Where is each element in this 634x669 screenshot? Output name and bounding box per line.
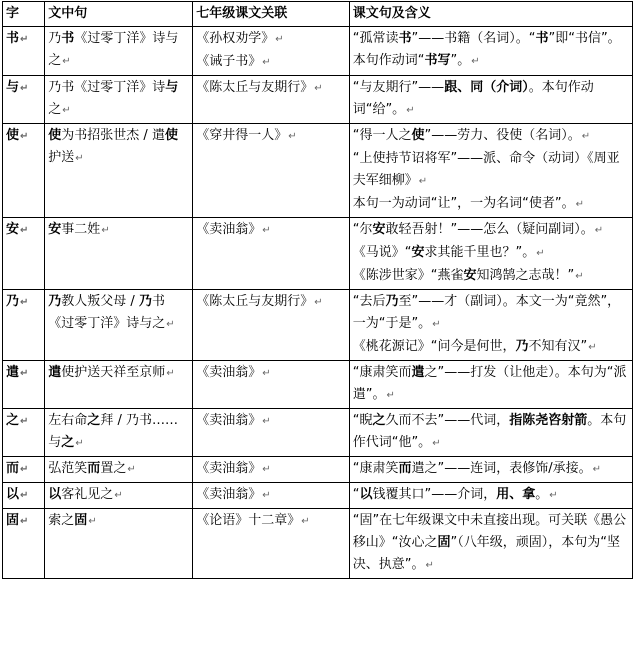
cell-sentence xyxy=(45,124,193,218)
text-segment: 《桃花源记》“问今是何世， xyxy=(352,339,516,354)
text-segment: 索之 xyxy=(48,513,75,528)
text-segment: 久而不去”——代词， xyxy=(385,413,510,428)
meaning-paragraph xyxy=(353,28,629,73)
word-char: 安 xyxy=(6,222,20,237)
text-segment: “得一人之 xyxy=(352,128,412,143)
cell-related xyxy=(193,457,349,483)
cell-related xyxy=(193,27,349,76)
paragraph-mark-icon: ↵ xyxy=(549,490,558,501)
word-char: 与 xyxy=(6,80,20,95)
related-title: 《卖油翁》↵ xyxy=(196,413,271,428)
meaning-paragraph xyxy=(353,219,629,242)
text-segment: 左右命 xyxy=(48,413,88,428)
cell-related xyxy=(193,361,349,409)
meaning-paragraph xyxy=(353,242,629,265)
text-segment: “去后 xyxy=(352,294,386,309)
vocab-table xyxy=(2,1,633,579)
word-char: 使 xyxy=(6,128,20,143)
emphasis-text: 跟、同（介词） xyxy=(444,80,529,95)
cell-word xyxy=(3,409,45,457)
paragraph-mark-icon: ↵ xyxy=(432,438,441,449)
related-title: 《论语》十二章》↵ xyxy=(196,513,310,528)
meaning-paragraph xyxy=(353,291,629,336)
header-meaning: 课文句及含义 xyxy=(349,2,632,27)
related-title: 《陈太丘与友期行》↵ xyxy=(196,294,323,309)
text-segment: ”——书籍（名词）。“ xyxy=(411,31,536,46)
text-segment: “固”在七年级课文中未直接出现。可关联《愚公移山》“汝心之 xyxy=(352,513,627,550)
text-segment: “上使持节诏将军”——派、命令（动词）《周亚夫军细柳》 xyxy=(352,151,620,188)
cell-sentence xyxy=(45,76,193,124)
text-segment: 使护送天祥至京师 xyxy=(61,365,166,380)
word-char: 而 xyxy=(6,461,20,476)
cell-related xyxy=(193,483,349,509)
emphasis-text: 安 xyxy=(48,222,62,237)
paragraph-mark-icon: ↵ xyxy=(20,490,29,501)
text-segment: “孤常读 xyxy=(352,31,399,46)
paragraph-mark-icon: ↵ xyxy=(262,464,271,475)
paragraph-mark-icon: ↵ xyxy=(20,83,29,94)
emphasis-text: 固 xyxy=(437,535,451,550)
table-row xyxy=(3,361,633,409)
text-segment: 置之 xyxy=(100,461,127,476)
word-char: 乃 xyxy=(6,294,20,309)
paragraph-mark-icon: ↵ xyxy=(75,153,84,164)
table-row xyxy=(3,290,633,361)
cell-word xyxy=(3,218,45,290)
emphasis-text: 固 xyxy=(74,513,88,528)
paragraph-mark-icon: ↵ xyxy=(594,225,604,236)
meaning-paragraph xyxy=(353,77,629,122)
cell-word xyxy=(3,27,45,76)
related-title: 《卖油翁》↵ xyxy=(196,365,271,380)
cell-meaning xyxy=(349,290,632,361)
text-segment: 知鸿鹄之志哉！” xyxy=(476,268,575,283)
text-segment: 《陈涉世家》“燕雀 xyxy=(352,268,464,283)
paragraph-mark-icon: ↵ xyxy=(262,490,271,501)
paragraph-mark-icon: ↵ xyxy=(20,34,29,45)
paragraph-mark-icon: ↵ xyxy=(314,297,323,308)
paragraph-mark-icon: ↵ xyxy=(262,368,271,379)
meaning-paragraph xyxy=(353,148,629,193)
meaning-paragraph xyxy=(353,458,629,481)
text-segment: 乃 xyxy=(48,31,62,46)
word-char: 遣 xyxy=(6,365,20,380)
emphasis-text: 安 xyxy=(463,268,477,283)
emphasis-text: 与 xyxy=(165,80,179,95)
paragraph-mark-icon: ↵ xyxy=(536,248,545,259)
meaning-paragraph xyxy=(353,362,629,407)
table-row xyxy=(3,457,633,483)
cell-sentence xyxy=(45,483,193,509)
text-segment: 拜 / 乃书……与 xyxy=(48,413,178,450)
emphasis-text: 安 xyxy=(372,222,386,237)
related-title: 《卖油翁》↵ xyxy=(196,461,271,476)
related-title: 《卖油翁》↵ xyxy=(196,222,271,237)
table-body xyxy=(3,27,633,579)
header-related: 七年级课文关联 xyxy=(193,2,349,27)
text-segment: 求其能千里也？”。 xyxy=(424,245,536,260)
paragraph-mark-icon: ↵ xyxy=(575,199,585,210)
text-segment: ”——劳力、役使（名词）。 xyxy=(424,128,581,143)
text-segment: 事二姓 xyxy=(61,222,101,237)
paragraph-mark-icon: ↵ xyxy=(588,342,597,353)
related-title: 《诫子书》↵ xyxy=(196,54,271,69)
cell-meaning xyxy=(349,457,632,483)
cell-word xyxy=(3,76,45,124)
cell-related xyxy=(193,218,349,290)
cell-word xyxy=(3,290,45,361)
text-segment: 弘范笑 xyxy=(48,461,88,476)
cell-meaning xyxy=(349,483,632,509)
paragraph-mark-icon: ↵ xyxy=(581,131,591,142)
text-segment: ”（八年级，顽固），本句为“坚决、执意”。 xyxy=(352,535,620,572)
paragraph-mark-icon: ↵ xyxy=(75,438,84,449)
cell-related xyxy=(193,76,349,124)
emphasis-text: 使 xyxy=(164,128,178,143)
paragraph-mark-icon: ↵ xyxy=(471,56,480,67)
cell-sentence xyxy=(45,361,193,409)
paragraph-mark-icon: ↵ xyxy=(301,516,310,527)
paragraph-mark-icon: ↵ xyxy=(262,416,271,427)
paragraph-mark-icon: ↵ xyxy=(406,105,415,116)
header-word: 字 xyxy=(3,2,45,27)
paragraph-mark-icon: ↵ xyxy=(62,56,71,67)
text-segment: “康肃笑 xyxy=(352,461,399,476)
cell-sentence xyxy=(45,409,193,457)
paragraph-mark-icon: ↵ xyxy=(288,131,297,142)
text-segment: 书《过零丁洋》诗与之 xyxy=(48,294,166,331)
word-char: 之 xyxy=(6,413,20,428)
meaning-paragraph xyxy=(353,125,629,148)
emphasis-text: 用、拿 xyxy=(496,487,536,502)
cell-word xyxy=(3,124,45,218)
text-segment: “尔 xyxy=(352,222,373,237)
text-segment: 之 xyxy=(48,102,62,117)
paragraph-mark-icon: ↵ xyxy=(20,297,29,308)
text-segment: “睨 xyxy=(352,413,373,428)
word-char: 固 xyxy=(6,513,20,528)
text-segment: 乃书《过零丁洋》诗 xyxy=(48,80,166,95)
text-segment: 之”——打发（让他走）。本句为“派遣”。 xyxy=(352,365,627,402)
header-row xyxy=(3,2,633,27)
emphasis-text: 书 xyxy=(535,31,549,46)
paragraph-mark-icon: ↵ xyxy=(62,105,71,116)
paragraph-mark-icon: ↵ xyxy=(114,490,123,501)
text-segment: 至”——才（副词）。本文一为“竟然”，一为“于是”。 xyxy=(352,294,621,331)
emphasis-text: 以 xyxy=(359,487,373,502)
cell-meaning xyxy=(349,409,632,457)
emphasis-text: 书 xyxy=(61,31,75,46)
text-segment: 《马说》“ xyxy=(352,245,412,260)
cell-word xyxy=(3,509,45,579)
text-segment: ”即“书信”。本句作动词“ xyxy=(352,31,621,68)
table-row xyxy=(3,124,633,218)
meaning-paragraph xyxy=(353,484,629,507)
cell-word xyxy=(3,457,45,483)
text-segment: 遣之”——连词，表修饰/承接。 xyxy=(411,461,592,476)
emphasis-text: 使 xyxy=(48,128,62,143)
paragraph-mark-icon: ↵ xyxy=(262,57,271,68)
cell-word xyxy=(3,483,45,509)
cell-sentence xyxy=(45,27,193,76)
table-row xyxy=(3,409,633,457)
emphasis-text: 乃 xyxy=(138,294,152,309)
cell-meaning xyxy=(349,361,632,409)
related-title: 《陈太丘与友期行》↵ xyxy=(196,80,323,95)
text-segment: ”。 xyxy=(450,53,471,68)
paragraph-mark-icon: ↵ xyxy=(575,271,584,282)
word-char: 以 xyxy=(6,487,20,502)
related-title: 《孙权劝学》↵ xyxy=(196,31,284,46)
cell-sentence xyxy=(45,218,193,290)
text-segment: 教人叛父母 / xyxy=(61,294,139,309)
related-title: 《卖油翁》↵ xyxy=(196,487,271,502)
meaning-paragraph xyxy=(353,265,629,288)
table-row xyxy=(3,27,633,76)
paragraph-mark-icon: ↵ xyxy=(425,560,434,571)
paragraph-mark-icon: ↵ xyxy=(127,464,136,475)
paragraph-mark-icon: ↵ xyxy=(432,319,441,330)
text-segment: “与友期行”—— xyxy=(352,80,445,95)
paragraph-mark-icon: ↵ xyxy=(101,225,110,236)
emphasis-text: 之 xyxy=(372,413,386,428)
emphasis-text: 而 xyxy=(398,461,412,476)
text-segment: 护送 xyxy=(48,150,75,165)
emphasis-text: 书 xyxy=(398,31,412,46)
paragraph-mark-icon: ↵ xyxy=(20,368,29,379)
text-segment: 。 xyxy=(535,487,549,502)
cell-sentence xyxy=(45,290,193,361)
emphasis-text: 之 xyxy=(61,435,75,450)
cell-related xyxy=(193,290,349,361)
emphasis-text: 安 xyxy=(411,245,425,260)
paragraph-mark-icon: ↵ xyxy=(275,34,284,45)
emphasis-text: 而 xyxy=(87,461,101,476)
word-char: 书 xyxy=(6,31,20,46)
emphasis-text: 遣 xyxy=(48,365,62,380)
text-segment: 本句一为动词“让”，一为名词“使者”。 xyxy=(352,196,575,211)
text-segment: 。本句作代词“他”。 xyxy=(352,413,627,450)
paragraph-mark-icon: ↵ xyxy=(20,225,29,236)
emphasis-text: 乃 xyxy=(48,294,62,309)
cell-related xyxy=(193,409,349,457)
related-title: 《穿井得一人》↵ xyxy=(196,128,297,143)
text-segment: 不知有汉” xyxy=(528,339,588,354)
table-row xyxy=(3,76,633,124)
cell-sentence xyxy=(45,509,193,579)
paragraph-mark-icon: ↵ xyxy=(592,464,601,475)
cell-related xyxy=(193,124,349,218)
meaning-paragraph xyxy=(353,510,629,577)
emphasis-text: 乃 xyxy=(515,339,529,354)
cell-meaning xyxy=(349,27,632,76)
paragraph-mark-icon: ↵ xyxy=(262,225,271,236)
cell-meaning xyxy=(349,218,632,290)
text-segment: “康肃笑而 xyxy=(352,365,412,380)
text-segment: 客礼见之 xyxy=(61,487,114,502)
cell-word xyxy=(3,361,45,409)
meaning-paragraph xyxy=(353,193,629,216)
paragraph-mark-icon: ↵ xyxy=(314,83,323,94)
text-segment: 为书招张世杰 / 遣 xyxy=(61,128,165,143)
paragraph-mark-icon: ↵ xyxy=(20,464,29,475)
table-row xyxy=(3,218,633,290)
cell-meaning xyxy=(349,509,632,579)
paragraph-mark-icon: ↵ xyxy=(166,319,175,330)
emphasis-text: 以 xyxy=(48,487,62,502)
cell-meaning xyxy=(349,124,632,218)
meaning-paragraph xyxy=(353,336,629,359)
emphasis-text: 之 xyxy=(87,413,101,428)
emphasis-text: 书写 xyxy=(424,53,451,68)
emphasis-text: 乃 xyxy=(385,294,399,309)
text-segment: 《过零丁洋》诗与之 xyxy=(48,31,179,68)
paragraph-mark-icon: ↵ xyxy=(386,390,395,401)
paragraph-mark-icon: ↵ xyxy=(418,176,428,187)
table-row xyxy=(3,509,633,579)
cell-meaning xyxy=(349,76,632,124)
emphasis-text: 遣 xyxy=(411,365,425,380)
header-sentence: 文中句 xyxy=(45,2,193,27)
cell-related xyxy=(193,509,349,579)
paragraph-mark-icon: ↵ xyxy=(20,416,29,427)
paragraph-mark-icon: ↵ xyxy=(20,516,29,527)
text-segment: 。本句作动词“给”。 xyxy=(352,80,594,117)
cell-sentence xyxy=(45,457,193,483)
paragraph-mark-icon: ↵ xyxy=(20,131,29,142)
emphasis-text: 指陈尧咨射箭 xyxy=(509,413,588,428)
table-row xyxy=(3,483,633,509)
emphasis-text: 使 xyxy=(411,128,425,143)
text-segment: 钱覆其口”——介词， xyxy=(372,487,497,502)
paragraph-mark-icon: ↵ xyxy=(166,368,175,379)
text-segment: 敢轻吾射！”——怎么（疑问副词）。 xyxy=(385,222,594,237)
text-segment: “ xyxy=(352,487,360,502)
paragraph-mark-icon: ↵ xyxy=(88,516,97,527)
meaning-paragraph xyxy=(353,410,629,455)
